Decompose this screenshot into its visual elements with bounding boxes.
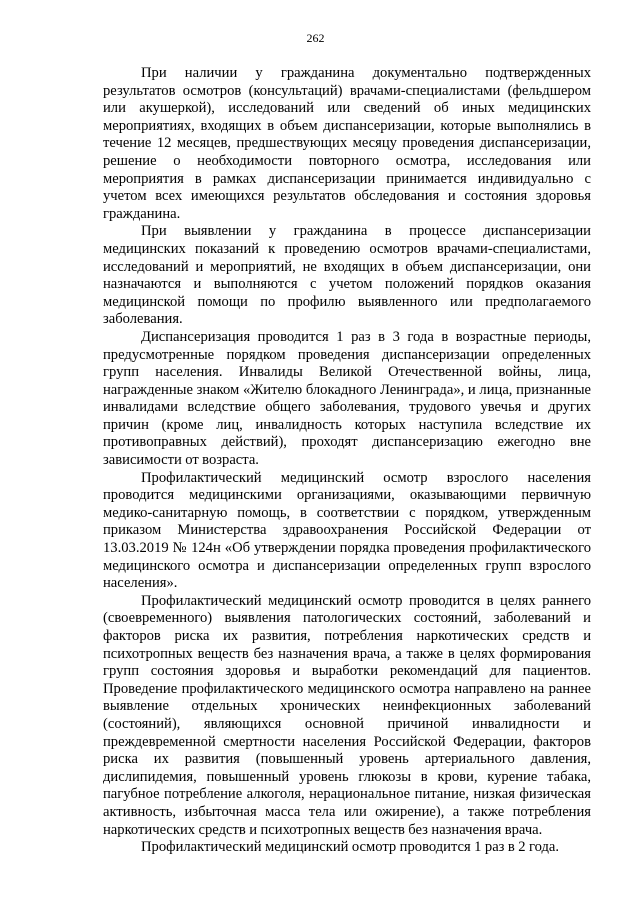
paragraph-preventive-exam-frequency: Профилактический медицинский осмотр проводится 1 раз в 2 года.	[141, 839, 560, 856]
paragraph-preventive-exam-goals: Профилактический медицинский осмотр проводится в целях раннего (своевременного) выявления патологических состояний, заболеваний и факторов риска их развития, потребления наркотических средств и психотропных веществ без назначения врача, а также в целях формирования групп состояния здоровья и выработки рекомендаций для пациентов. Проведение профилактического медицинского осмотра направлено на раннее выявление отдельных хронических неинфекционных заболеваний (состояний), являющихся основной причиной инвалидности и преждевременной смертности населения Российской Федерации, факторов риска их развития (повышенный уровень артериального давления, дислипидемия, повышенный уровень глюкозы в крови, курение табака, пагубное потребление алкоголя, нерациональное питание, низкая физическая активность, избыточная масса тела или ожирение), а также потребления наркотических средств и психотропных веществ без назначения врача.	[103, 592, 591, 838]
paragraph-additional-indications: При выявлении у гражданина в процессе диспансеризации медицинских показаний к проведению осмотров врачами-специалистами, исследований и мероприятий, не входящих в объем диспансеризации, они назначаются и выполняются с учетом положений порядков оказания медицинской помощи по профилю выявленного или предполагаемого заболевания.	[103, 223, 591, 328]
page-number: 262	[306, 31, 325, 45]
paragraph-documented-results: При наличии у гражданина документально подтвержденных результатов осмотров (консультаций) врачами-специалистами (фельдшером или акушеркой), исследований или сведений об иных медицинских мероприятиях, входящих в объем диспансеризации, которые выполнялись в течение 12 месяцев, предшествующих месяцу проведения диспансеризации, решение о необходимости повторного осмотра, исследования или мероприятия в рамках диспансеризации принимается индивидуально с учетом всех имеющихся результатов обследования и состояния здоровья гражданина.	[103, 65, 591, 222]
paragraph-dispensarization-frequency: Диспансеризация проводится 1 раз в 3 года в возрастные периоды, предусмотренные порядком проведения диспансеризации определенных групп населения. Инвалиды Великой Отечественной войны, лица, награжденные знаком «Жителю блокадного Ленинграда», и лица, признанные инвалидами вследствие общего заболевания, трудового увечья и других причин (кроме лиц, инвалидность которых наступила вследствие их противоправных действий), проходят диспансеризацию ежегодно вне зависимости от возраста.	[103, 328, 591, 469]
paragraph-preventive-exam-order: Профилактический медицинский осмотр взрослого населения проводится медицинскими организациями, оказывающими первичную медико-санитарную помощь, в соответствии с порядком, утвержденным приказом Министерства здравоохранения Российской Федерации от 13.03.2019 № 124н «Об утверждении порядка проведения профилактического медицинского осмотра и диспансеризации определенных групп взрослого населения».	[103, 469, 591, 592]
